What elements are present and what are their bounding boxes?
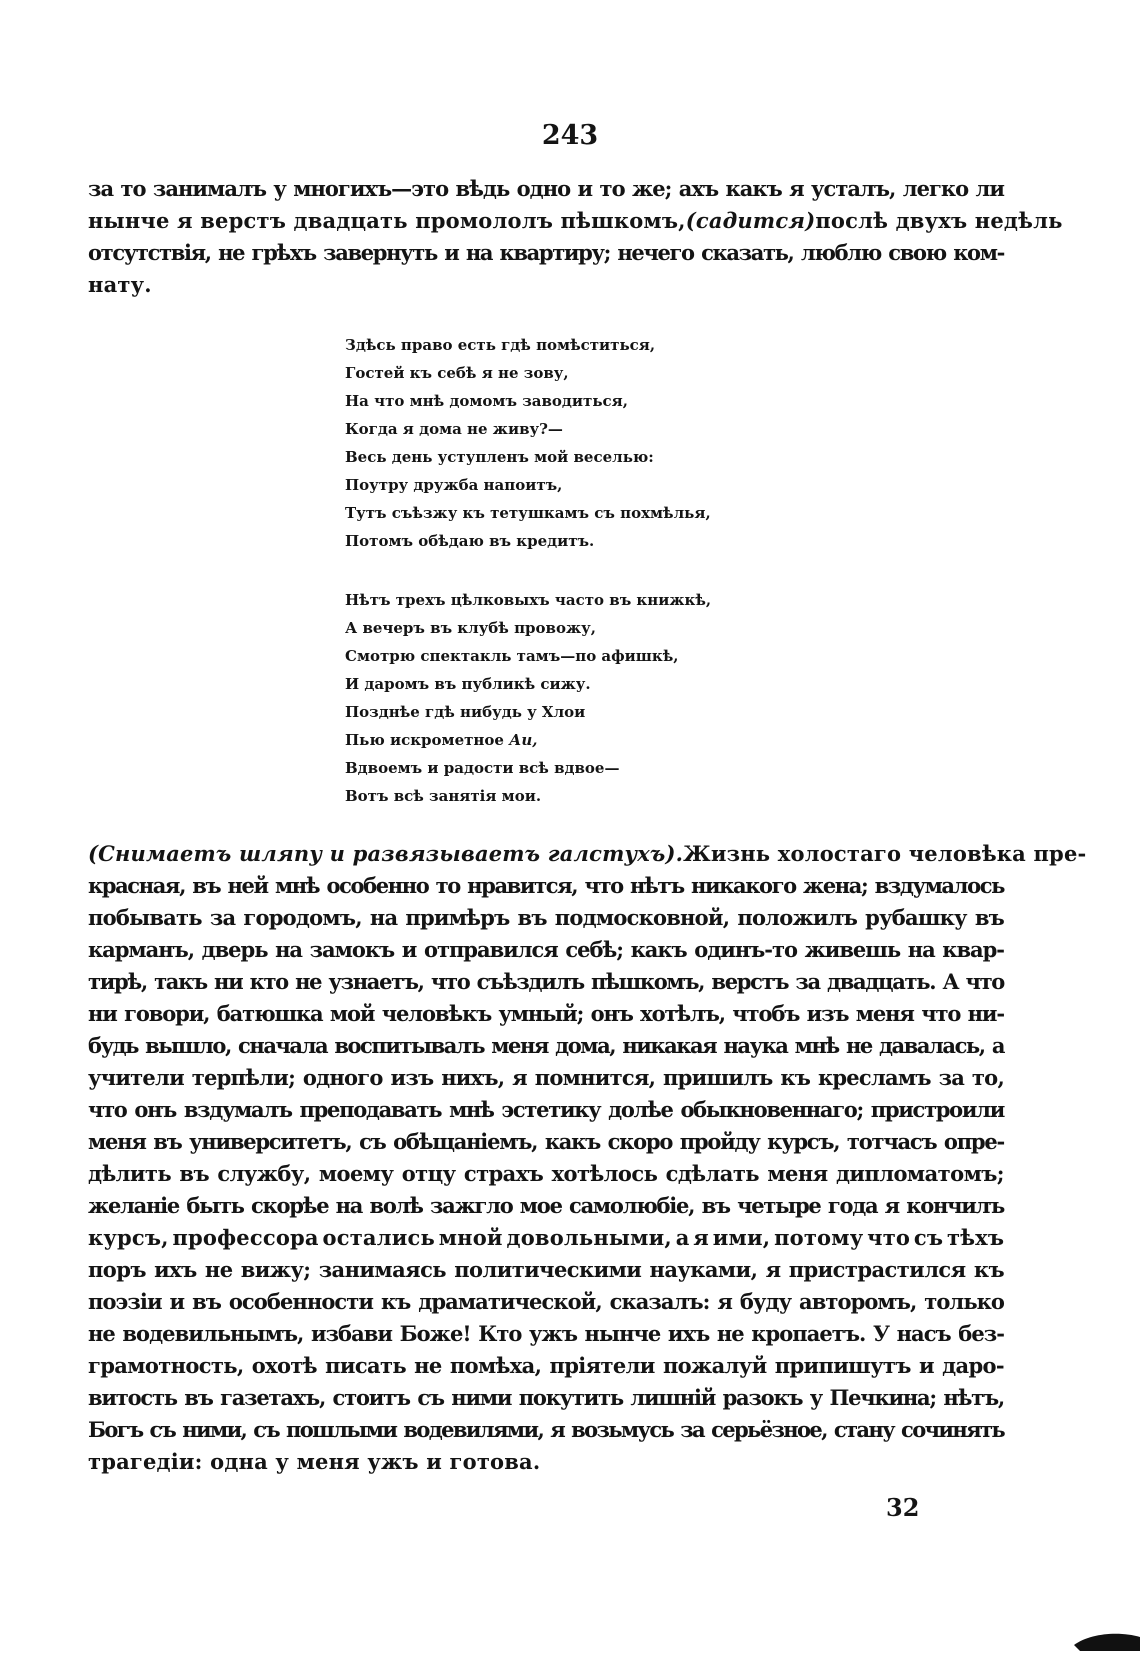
verse-line: Смотрю спектакль тамъ—по афишкѣ,: [345, 647, 679, 665]
text-line: побывать за городомъ, на примѣръ въ подмосковной, положилъ рубашку въ: [88, 905, 1004, 930]
text-line: тирѣ, такъ ни кто не узнаетъ, что съѣздилъ пѣшкомъ, верстъ за двадцать. А что: [88, 969, 1004, 994]
text-line: карманъ, дверь на замокъ и отправился себѣ; какъ одинъ-то живешь на квар-: [88, 937, 1004, 962]
stage-direction-inline: (садится): [685, 208, 816, 233]
text-line: Богъ съ ними, съ пошлыми водевилями, я возьмусь за серьёзное, стану сочинять: [88, 1417, 1004, 1442]
verse-line: Вотъ всѣ занятія мои.: [345, 787, 542, 805]
text-line: дѣлить въ службу, моему отцу страхъ хотѣлось сдѣлать меня дипломатомъ;: [88, 1161, 1004, 1186]
text-line: грамотность, охотѣ писать не помѣха, пріятели пожалуй припишутъ и даро-: [88, 1353, 1004, 1378]
text-segment: послѣ двухъ недѣль: [815, 208, 1063, 233]
text-line: [88, 838, 1087, 870]
verse-line: Позднѣе гдѣ нибудь у Хлои: [345, 703, 586, 721]
text-line: будь вышло, сначала воспитывалъ меня дома, никакая наука мнѣ не давалась, а: [88, 1033, 1004, 1058]
verse-line: Весь день уступленъ мой веселью:: [345, 448, 654, 466]
verse-line: [345, 726, 711, 754]
verse-line: На что мнѣ домомъ заводиться,: [345, 392, 628, 410]
text-line: ни говори, батюшка мой человѣкъ умный; онъ хотѣлъ, чтобъ изъ меня что ни-: [88, 1001, 1004, 1026]
text-line: меня въ университетъ, съ обѣщаніемъ, какъ скоро пройду курсъ, тотчасъ опре-: [88, 1129, 1004, 1154]
verse-line: А вечеръ въ клубѣ провожу,: [345, 619, 596, 637]
page-number: 243: [541, 120, 599, 151]
text-line: поэзіи и въ особенности къ драматической, сказалъ: я буду авторомъ, только: [88, 1289, 1004, 1314]
text-line: [88, 205, 1063, 237]
verse-line: Поутру дружба напоитъ,: [345, 476, 563, 494]
verse-line: Тутъ съѣзжу къ тетушкамъ съ похмѣлья,: [345, 504, 711, 522]
verse-line: Нѣтъ трехъ цѣлковыхъ часто въ книжкѣ,: [345, 591, 712, 609]
text-line: что онъ вздумалъ преподавать мнѣ эстетику долѣе обыкновеннаго; пристроили: [88, 1097, 1004, 1122]
text-segment: Жизнь холостаго человѣка пре-: [683, 841, 1087, 866]
verse-line: Здѣсь право есть гдѣ помѣститься,: [345, 336, 656, 354]
text-line: витость въ газетахъ, стоитъ съ ними покутить лишній разокъ у Печкина; нѣтъ,: [88, 1385, 1004, 1410]
stage-direction: (Снимаетъ шляпу и развязываетъ галстухъ).: [88, 841, 684, 866]
verse-line: И даромъ въ публикѣ сижу.: [345, 675, 591, 693]
verse-italic-word: Аи,: [509, 731, 538, 749]
text-line: курсъ, профессора остались мной довольными, а я ими, потому что съ тѣхъ: [88, 1225, 1005, 1250]
text-line: нату.: [88, 272, 152, 297]
text-line: поръ ихъ не вижу; занимаясь политическими науками, я пристрастился къ: [88, 1257, 1004, 1282]
text-segment: нынче я верстъ двадцать промололъ пѣшкомъ,: [88, 208, 686, 233]
verse-line: Вдвоемъ и радости всѣ вдвое—: [345, 759, 620, 777]
text-line: желаніе быть скорѣе на волѣ зажгло мое самолюбіе, въ четыре года я кончилъ: [88, 1193, 1004, 1218]
text-line: учители терпѣли; одного изъ нихъ, я помнится, пришилъ къ кресламъ за то,: [88, 1065, 1004, 1090]
verse-line: Потомъ обѣдаю въ кредитъ.: [345, 532, 595, 550]
verse-segment: Пью искрометное: [345, 731, 504, 749]
paragraph-monologue: [88, 838, 1087, 1478]
text-line: отсутствія, не грѣхъ завернуть и на квартиру; нечего сказать, люблю свою ком-: [88, 240, 1004, 265]
ink-blot-icon: [1070, 1629, 1140, 1651]
signature-mark: 32: [886, 1493, 920, 1522]
verse-stanza-2: [345, 586, 711, 810]
verse-line: Когда я дома не живу?—: [345, 420, 563, 438]
text-line: не водевильнымъ, избави Боже! Кто ужъ нынче ихъ не кропаетъ. У насъ без-: [88, 1321, 1004, 1346]
text-line: за то занималъ у многихъ—это вѣдь одно и то же; ахъ какъ я усталъ, легко ли: [88, 176, 1004, 201]
paragraph-opening: [88, 173, 1063, 301]
verse-stanza-1: [345, 331, 711, 555]
text-line: красная, въ ней мнѣ особенно то нравится, что нѣтъ никакого жена; вздумалось: [88, 873, 1004, 898]
text-line: трагедіи: одна у меня ужъ и готова.: [88, 1449, 541, 1474]
verse-line: Гостей къ себѣ я не зову,: [345, 364, 569, 382]
